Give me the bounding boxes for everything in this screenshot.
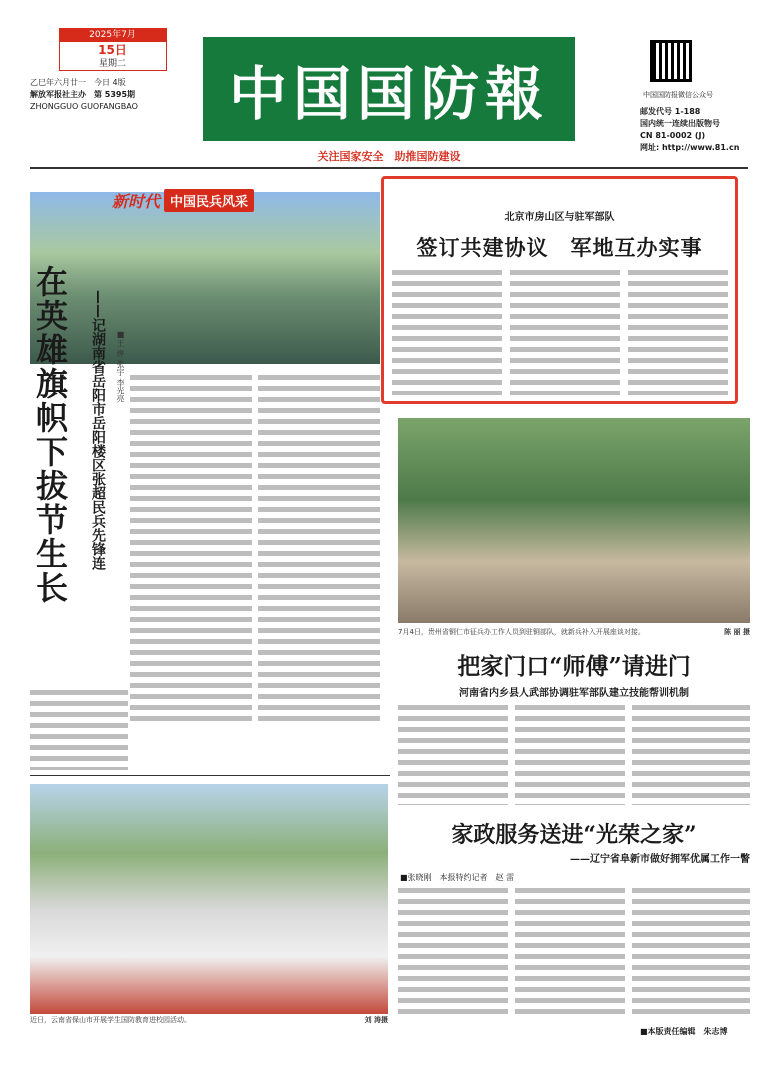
story3-body-col2 — [515, 888, 625, 1018]
banner-new-era: 新时代 — [112, 191, 161, 211]
divider — [30, 775, 390, 776]
qr-label: 中国国防报微信公众号 — [643, 91, 713, 99]
pinyin-title: ZHONGGUO GUOFANGBAO — [30, 102, 138, 111]
story2-body-col2 — [515, 705, 625, 805]
masthead-info — [30, 77, 195, 113]
meeting-photo — [398, 418, 750, 623]
story2-subhead: 河南省内乡县人武部协调驻军部队建立技能帮训机制 — [459, 688, 689, 699]
story3-credit: 刘 涛摄 — [364, 1016, 388, 1024]
boxed-headline: 签订共建协议 军地互办实事 — [416, 235, 703, 260]
edition: 今日 4版 — [94, 78, 126, 87]
boxed-kicker: 北京市房山区与驻军部队 — [504, 212, 615, 223]
boxed-body-col1 — [392, 270, 502, 395]
boxed-body-col3 — [628, 270, 728, 395]
issn: 国内统一连续出版物号 — [640, 119, 720, 128]
date-box — [59, 28, 167, 71]
date-year: 2025年7月 — [60, 29, 166, 42]
banner-militia: 中国民兵风采 — [164, 189, 254, 212]
story2-body-col1 — [398, 705, 508, 805]
date-day: 15日 — [98, 43, 127, 57]
story3-caption-row — [30, 1015, 388, 1025]
story3-byline: ■张晓刚 本报特约记者 赵 雷 — [400, 873, 515, 882]
feature-body-col0 — [30, 690, 128, 770]
date-weekday: 星期二 — [98, 59, 126, 69]
feature-author: ■王 烨 张宇 李光亮 — [116, 330, 125, 403]
boxed-body-col2 — [510, 270, 620, 395]
feature-headline: 在英雄旗帜下拔节生长 — [31, 265, 69, 605]
story3-caption: 近日，云南省保山市开展学生国防教育进校园活动。 — [30, 1016, 191, 1024]
story3-body-col3 — [632, 888, 750, 1018]
newspaper-title: 中国国防報 — [228, 60, 549, 128]
section-banner — [112, 186, 296, 214]
masthead-rule — [30, 167, 748, 169]
story3-body-col1 — [398, 888, 508, 1018]
page-editor: ■本版责任编辑 朱志博 — [640, 1027, 728, 1036]
story2-caption: 7月4日，贵州省铜仁市征兵办工作人员到驻铜部队，就新兵补入开展座谈对接。 — [398, 628, 645, 636]
slogan: 关注国家安全 助推国防建设 — [317, 150, 461, 163]
feature-headline-block — [30, 265, 90, 625]
qr-code-icon — [650, 40, 692, 82]
publisher: 解放军报社主办 — [30, 90, 86, 99]
feature-body-col1 — [130, 375, 252, 725]
newspaper-logo — [203, 37, 575, 141]
feature-subhead: ——记湖南省岳阳市岳阳楼区张超民兵先锋连 — [90, 290, 106, 570]
story2-credit: 陈 丽 摄 — [724, 628, 750, 636]
feature-body-col2 — [258, 375, 380, 725]
school-event-photo — [30, 784, 388, 1014]
story3-headline: 家政服务送进“光荣之家” — [451, 822, 697, 848]
website: 网址: http://www.81.cn — [640, 143, 740, 152]
story3-subhead: ——辽宁省阜新市做好拥军优属工作一瞥 — [570, 854, 750, 865]
postal-code: 邮发代号 1-188 — [640, 107, 701, 116]
masthead-right — [640, 106, 770, 154]
cn-number: CN 81-0002 (J) — [640, 131, 706, 140]
lunar-date: 乙巳年六月廿一 — [30, 78, 86, 87]
story2-caption-row — [398, 627, 750, 637]
issue-number: 第 5395期 — [94, 90, 136, 99]
story2-body-col3 — [632, 705, 750, 805]
story2-headline: 把家门口“师傅”请进门 — [457, 653, 691, 680]
masthead-left — [30, 28, 195, 113]
